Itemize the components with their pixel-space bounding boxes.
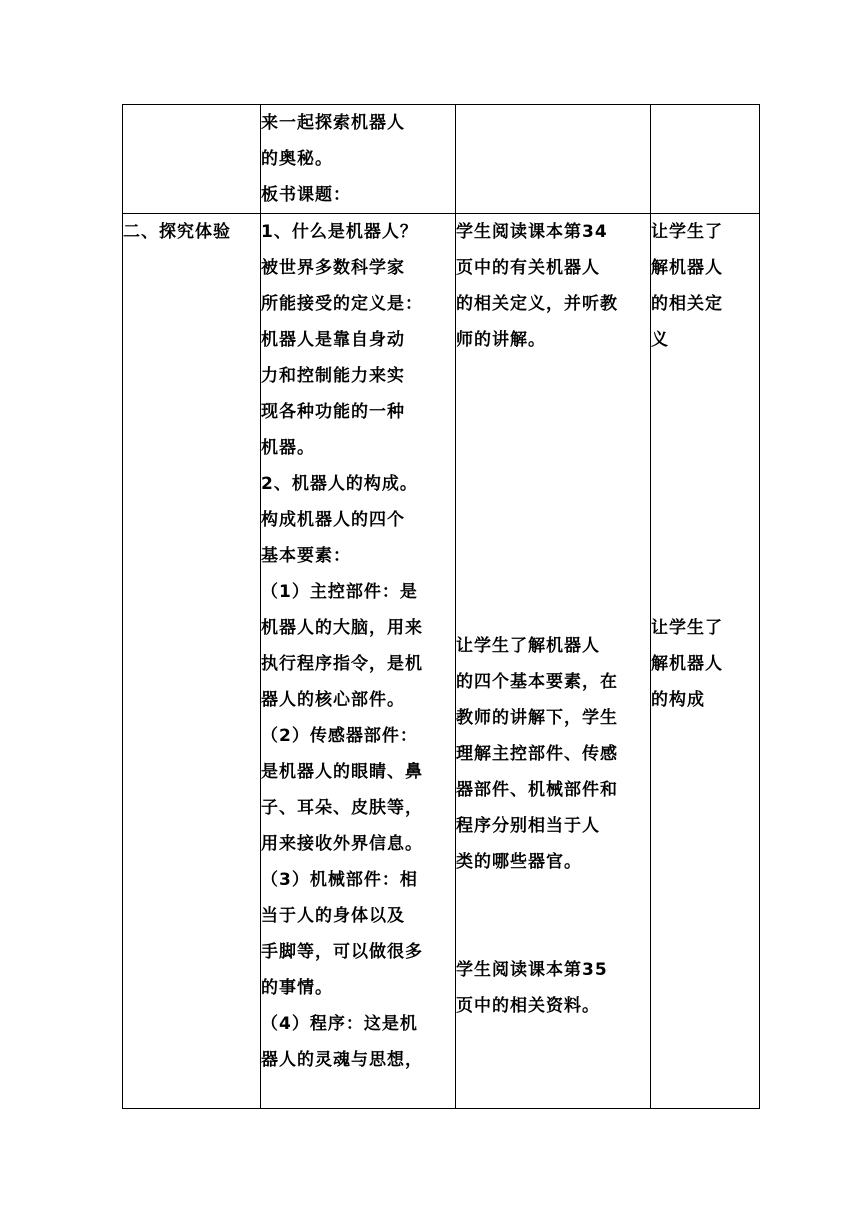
content-line: 执行程序指令，是机 <box>261 654 423 674</box>
activity-line: 理解主控部件、传感 <box>456 744 618 764</box>
purpose-block-components <box>651 610 759 718</box>
content-line: 器人的核心部件。 <box>261 690 405 710</box>
stage-title: 二、探究体验 <box>123 222 231 242</box>
student-activity-cell <box>456 105 651 214</box>
design-purpose-cell <box>651 214 760 1109</box>
activity-line: 页中的有关机器人 <box>456 258 600 278</box>
activity-line: 教师的讲解下，学生 <box>456 708 618 728</box>
content-line: 手脚等，可以做很多 <box>261 942 423 962</box>
content-line: 子、耳朵、皮肤等， <box>261 798 423 818</box>
design-purpose-cell <box>651 105 760 214</box>
activity-block-reading <box>456 952 650 1024</box>
student-activity-cell <box>456 214 651 1109</box>
purpose-line: 让学生了 <box>651 222 723 242</box>
content-line: 机器人是靠自身动 <box>261 330 405 350</box>
content-line: 力和控制能力来实 <box>261 366 405 386</box>
stage-cell <box>123 214 261 1109</box>
stage-cell <box>123 105 261 214</box>
content-line: 板书课题： <box>261 185 351 205</box>
purpose-line: 让学生了 <box>651 618 723 638</box>
content-line: 2、机器人的构成。 <box>261 474 418 494</box>
activity-line: 师的讲解。 <box>456 330 546 350</box>
content-line: 来一起探索机器人 <box>261 113 405 133</box>
purpose-block-definition <box>651 214 759 358</box>
teaching-content-cell <box>261 214 456 1109</box>
content-line: 机器人的大脑，用来 <box>261 618 423 638</box>
activity-line: 程序分别相当于人 <box>456 816 600 836</box>
table-row <box>123 214 760 1109</box>
content-line: 是机器人的眼睛、鼻 <box>261 762 423 782</box>
teaching-content-cell <box>261 105 456 214</box>
content-line: （1）主控部件：是 <box>261 582 418 602</box>
content-line: 所能接受的定义是： <box>261 294 423 314</box>
content-line: 用来接收外界信息。 <box>261 834 423 854</box>
content-line: 的奥秘。 <box>261 149 333 169</box>
content-line: 当于人的身体以及 <box>261 906 405 926</box>
purpose-line: 的构成 <box>651 690 705 710</box>
purpose-line: 的相关定 <box>651 294 723 314</box>
activity-block-definition <box>456 214 650 358</box>
content-line: 基本要素： <box>261 546 351 566</box>
purpose-line: 义 <box>651 330 669 350</box>
activity-line: 器部件、机械部件和 <box>456 780 618 800</box>
content-line: 构成机器人的四个 <box>261 510 405 530</box>
content-line: （3）机械部件：相 <box>261 870 418 890</box>
content-line: 机器。 <box>261 438 315 458</box>
activity-line: 的四个基本要素，在 <box>456 672 618 692</box>
activity-line: 让学生了解机器人 <box>456 636 600 656</box>
purpose-line: 解机器人 <box>651 258 723 278</box>
content-line: 1、什么是机器人？ <box>261 222 418 242</box>
content-line: 被世界多数科学家 <box>261 258 405 278</box>
activity-block-components <box>456 628 650 880</box>
purpose-line: 解机器人 <box>651 654 723 674</box>
content-line: 器人的灵魂与思想， <box>261 1050 423 1070</box>
activity-line: 类的哪些器官。 <box>456 852 582 872</box>
content-line: （4）程序：这是机 <box>261 1014 418 1034</box>
content-line: 现各种功能的一种 <box>261 402 405 422</box>
activity-line: 学生阅读课本第34 <box>456 222 608 242</box>
table-row <box>123 105 760 214</box>
activity-line: 页中的相关资料。 <box>456 996 600 1016</box>
content-line: （2）传感器部件： <box>261 726 418 746</box>
activity-line: 学生阅读课本第35 <box>456 960 608 980</box>
activity-line: 的相关定义，并听教 <box>456 294 618 314</box>
lesson-plan-table <box>122 104 760 1109</box>
content-line: 的事情。 <box>261 978 333 998</box>
